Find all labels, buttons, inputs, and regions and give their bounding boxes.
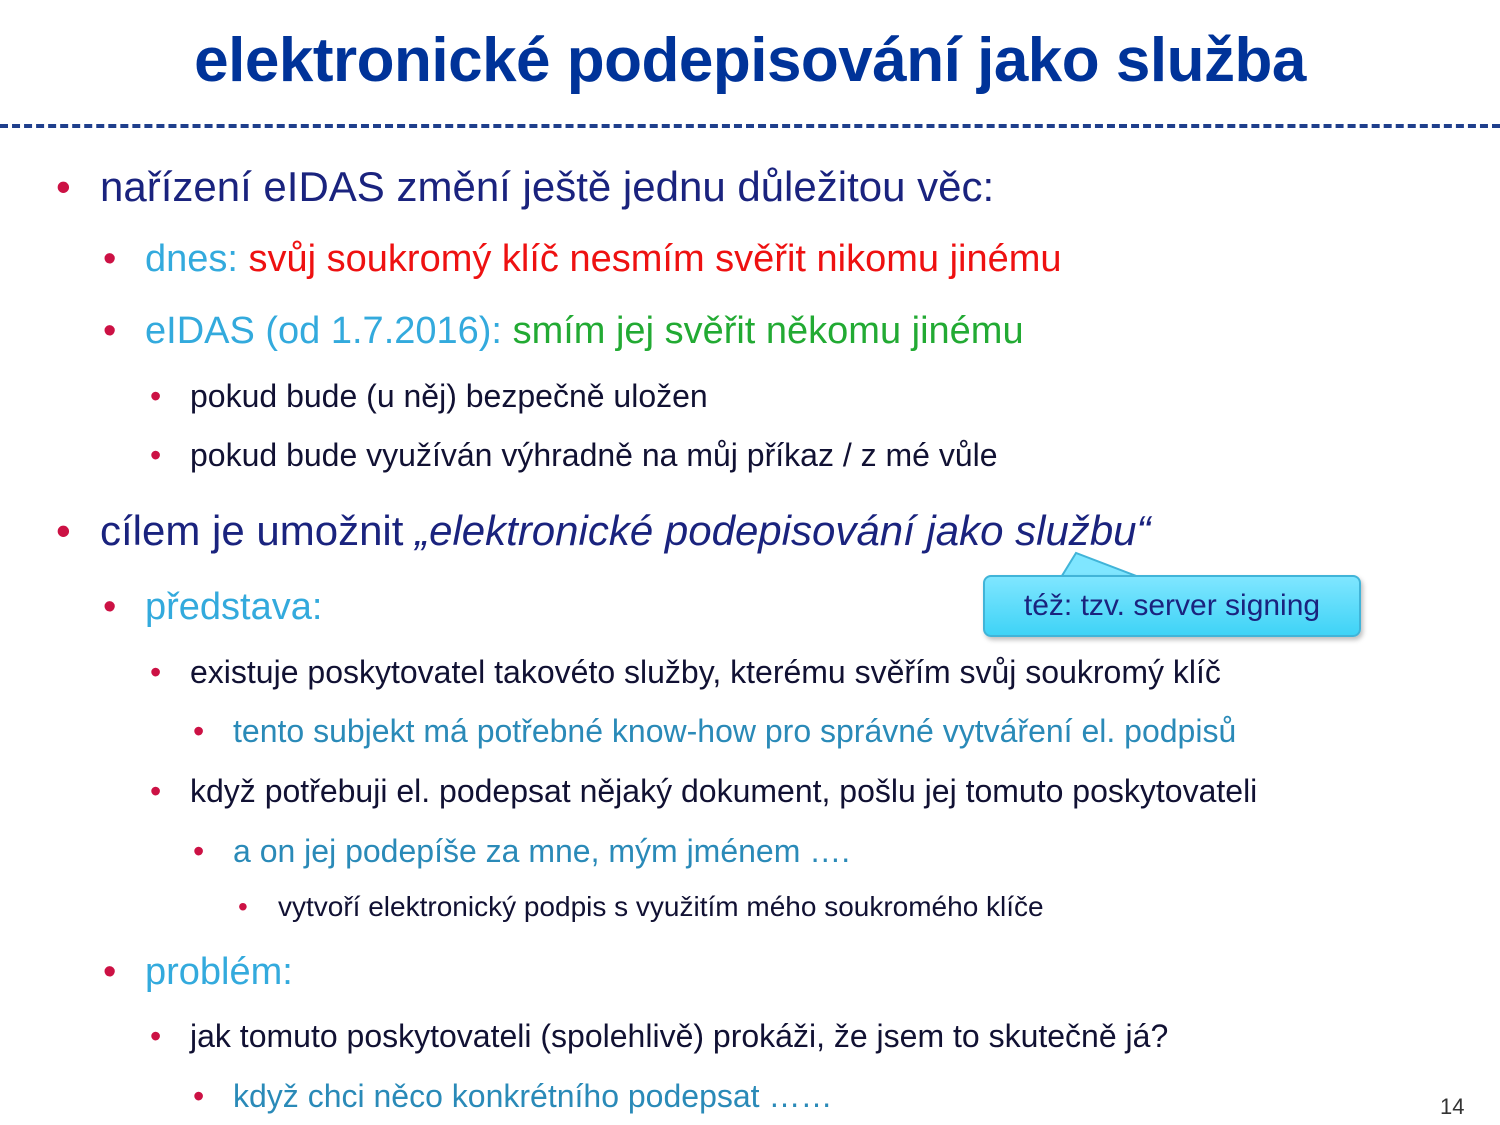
bullet-dot: • — [103, 951, 117, 993]
bullet-dot: • — [150, 378, 162, 414]
bullet-dot: • — [56, 163, 71, 210]
bullet-dot: • — [238, 891, 248, 922]
bullet-stored-securely: • pokud bude (u něj) bezpečně uložen — [150, 378, 708, 414]
bullet-dot: • — [150, 773, 162, 809]
bullet-dot: • — [103, 586, 117, 628]
bullet-problem: • problém: — [103, 951, 293, 993]
bullet-prove-identity: • jak tomuto poskytovateli (spolehlivě) prokáži, že jsem to skutečně já? — [150, 1018, 1169, 1054]
bullet-send-document: • když potřebuji el. podepsat nějaký dokument, pošlu jej tomuto poskytovateli — [150, 773, 1258, 809]
bullet-dot: • — [193, 833, 205, 869]
bullet-dot: • — [193, 713, 205, 749]
bullet-eidas-change: • nařízení eIDAS změní ještě jednu důležitou věc: — [56, 163, 995, 210]
bullet-dot: • — [193, 1078, 205, 1114]
callout-server-signing: též: tzv. server signing — [983, 575, 1361, 637]
bullet-dot: • — [103, 310, 117, 352]
bullet-dot: • — [56, 507, 71, 554]
bullet-sign-something: • když chci něco konkrétního podepsat …… — [193, 1078, 833, 1114]
slide-title: elektronické podepisování jako služba — [194, 26, 1306, 95]
bullet-concept: • představa: — [103, 586, 323, 628]
bullet-provider-exists: • existuje poskytovatel takovéto služby, kterému svěřím svůj soukromý klíč — [150, 654, 1221, 690]
bullet-dot: • — [150, 654, 162, 690]
page-number: 14 — [1440, 1094, 1465, 1119]
bullet-creates-signature: • vytvoří elektronický podpis s využitím mého soukromého klíče — [238, 891, 1044, 922]
bullet-used-exclusively: • pokud bude využíván výhradně na můj příkaz / z mé vůle — [150, 437, 998, 473]
bullet-signs-for-me: • a on jej podepíše za mne, mým jménem …. — [193, 833, 851, 869]
bullet-today: • dnes: svůj soukromý klíč nesmím svěřit nikomu jinému — [103, 238, 1062, 280]
bullet-know-how: • tento subjekt má potřebné know-how pro správné vytváření el. podpisů — [193, 713, 1237, 749]
bullet-eidas-date: • eIDAS (od 1.7.2016): smím jej svěřit někomu jinému — [103, 310, 1024, 352]
bullet-goal: • cílem je umožnit „elektronické podepisování jako službu“ — [56, 507, 1151, 554]
bullet-dot: • — [150, 1018, 162, 1054]
bullet-dot: • — [103, 238, 117, 280]
bullet-dot: • — [150, 437, 162, 473]
title-divider — [0, 124, 1500, 128]
